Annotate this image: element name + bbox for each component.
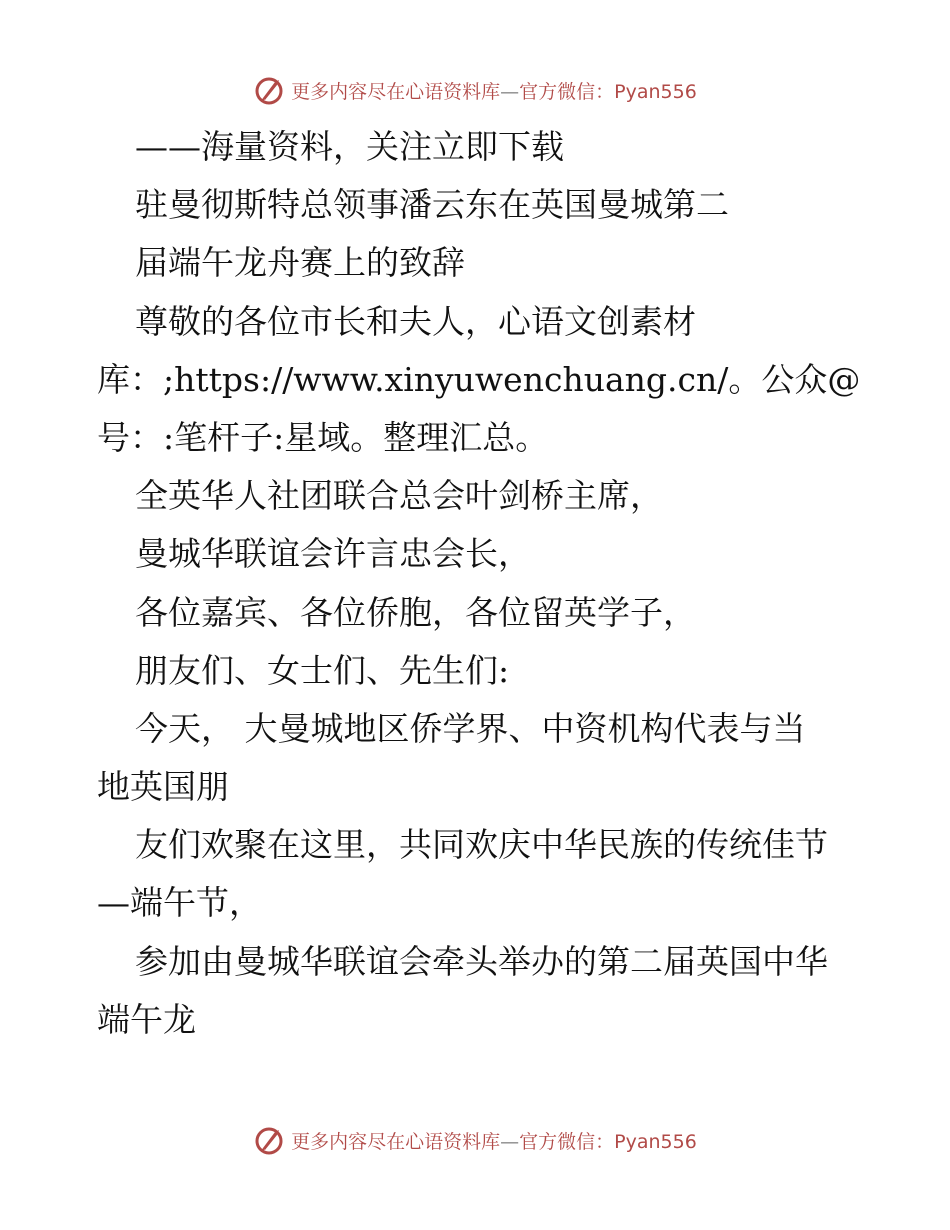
body-line: 尊敬的各位市长和夫人，心语文创素材 bbox=[135, 301, 696, 341]
body-line: 朋友们、女士们、先生们: bbox=[135, 650, 510, 690]
body-line: 全英华人社团联合总会叶剑桥主席， bbox=[135, 476, 663, 516]
body-line: 地英国朋 bbox=[97, 767, 229, 807]
body-line: 曼城华联谊会许言忠会长， bbox=[135, 534, 531, 574]
body-line: 参加由曼城华联谊会牵头举办的第二届英国中华 bbox=[135, 941, 828, 981]
footer-banner-separator: — bbox=[500, 1130, 520, 1153]
body-text bbox=[97, 118, 867, 1049]
body-line: 号：:笔杆子:星域。整理汇总。 bbox=[97, 417, 549, 457]
body-line: 端午龙 bbox=[97, 999, 196, 1039]
footer-banner-wechat: 官方微信：Pyan556 bbox=[519, 1130, 697, 1153]
footer-banner-text bbox=[291, 1127, 697, 1154]
header-banner-separator: — bbox=[500, 80, 520, 103]
body-line: 届端午龙舟赛上的致辞 bbox=[135, 243, 465, 283]
footer-banner-title: 更多内容尽在心语资料库 bbox=[291, 1130, 501, 1153]
body-line: ——海量资料，关注立即下载 bbox=[135, 127, 564, 166]
footer-banner bbox=[0, 1122, 950, 1158]
quill-pen-logo-icon bbox=[253, 1124, 285, 1156]
quill-pen-logo-icon bbox=[253, 74, 285, 106]
header-banner-wechat: 官方微信：Pyan556 bbox=[519, 80, 697, 103]
body-line: 今天， 大曼城地区侨学界、中资机构代表与当 bbox=[135, 708, 806, 748]
header-banner bbox=[0, 72, 950, 108]
body-line: 库：;https://www.xinyuwenchuang.cn/。公众@ bbox=[97, 359, 861, 399]
body-line: 各位嘉宾、各位侨胞，各位留英学子， bbox=[135, 592, 696, 632]
header-banner-title: 更多内容尽在心语资料库 bbox=[291, 80, 501, 103]
body-line: 友们欢聚在这里，共同欢庆中华民族的传统佳节 bbox=[135, 825, 828, 865]
body-line: 驻曼彻斯特总领事潘云东在英国曼城第二 bbox=[135, 185, 729, 225]
header-banner-text bbox=[291, 77, 697, 104]
body-line: —端午节， bbox=[97, 883, 262, 923]
